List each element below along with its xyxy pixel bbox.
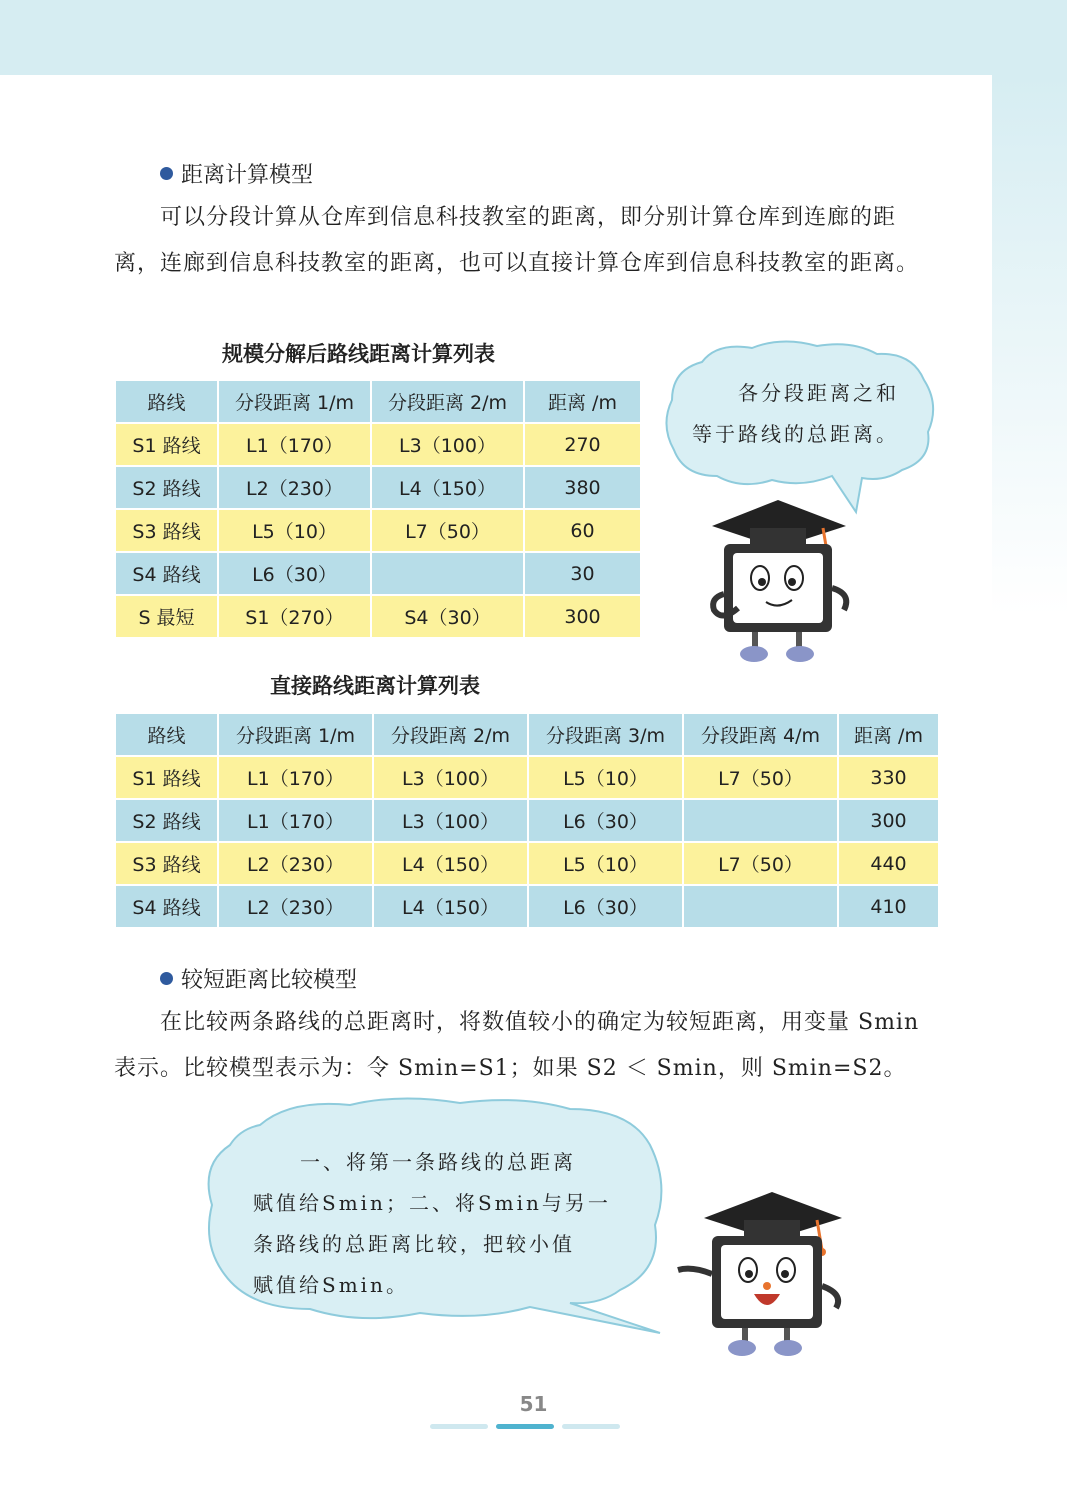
table-cell: S2 路线	[115, 466, 218, 509]
column-header: 分段距离 2/m	[371, 380, 524, 423]
table-cell: S4 路线	[115, 552, 218, 595]
table-cell: S3 路线	[115, 509, 218, 552]
table-cell: L5（10）	[528, 842, 683, 885]
bubble2-line4: 赋值给Smin。	[253, 1273, 409, 1297]
empty-diagonal-cell	[683, 799, 838, 842]
table-cell: 30	[524, 552, 641, 595]
bullet-icon	[160, 972, 173, 985]
section-heading-compare-model: 较短距离比较模型	[160, 963, 357, 994]
section-paragraph-distance: 可以分段计算从仓库到信息科技教室的距离，即分别计算仓库到连廊的距离，连廊到信息科技教室的距离，也可以直接计算仓库到信息科技教室的距离。	[114, 205, 920, 276]
table-row	[115, 799, 939, 842]
table-cell: L1（170）	[218, 799, 373, 842]
column-header: 距离 /m	[838, 713, 939, 756]
table-row	[115, 842, 939, 885]
pager-bar-center	[496, 1424, 554, 1429]
table-cell: 410	[838, 885, 939, 928]
table-cell: L4（150）	[373, 842, 528, 885]
mascot-monitor-graduate-icon	[708, 498, 858, 668]
table-header-row	[115, 380, 641, 423]
table2-title: 直接路线距离计算列表	[270, 674, 480, 698]
column-header: 分段距离 2/m	[373, 713, 528, 756]
table-cell: L7（50）	[371, 509, 524, 552]
table-cell: L5（10）	[528, 756, 683, 799]
table-cell: L3（100）	[373, 756, 528, 799]
table-cell: L1（170）	[218, 423, 371, 466]
table-row	[115, 509, 641, 552]
table-cell: S2 路线	[115, 799, 218, 842]
column-header: 分段距离 4/m	[683, 713, 838, 756]
table-cell: S1（270）	[218, 595, 371, 638]
table1-title: 规模分解后路线距离计算列表	[222, 342, 495, 366]
table-cell: 60	[524, 509, 641, 552]
table-cell: S4 路线	[115, 885, 218, 928]
table-cell: L2（230）	[218, 466, 371, 509]
column-header: 分段距离 3/m	[528, 713, 683, 756]
column-header: 路线	[115, 380, 218, 423]
table-cell: 440	[838, 842, 939, 885]
bubble1-line2: 等于路线的总距离。	[692, 422, 899, 446]
pager-bar-left	[430, 1424, 488, 1429]
table-cell: 300	[524, 595, 641, 638]
table-cell: L4（150）	[371, 466, 524, 509]
route-distance-table-direct	[114, 712, 940, 929]
pager-bar-right	[562, 1424, 620, 1429]
table-cell: L6（30）	[528, 885, 683, 928]
empty-diagonal-cell	[683, 885, 838, 928]
table-cell: 300	[838, 799, 939, 842]
bullet-icon	[160, 167, 173, 180]
table-cell: L2（230）	[218, 885, 373, 928]
table-cell: S1 路线	[115, 756, 218, 799]
table-row	[115, 466, 641, 509]
table-cell: L3（100）	[373, 799, 528, 842]
table-row	[115, 756, 939, 799]
column-header: 距离 /m	[524, 380, 641, 423]
bubble1-line1: 各分段距离之和	[738, 381, 899, 405]
table-row	[115, 552, 641, 595]
table-cell: L4（150）	[373, 885, 528, 928]
table-cell: L7（50）	[683, 756, 838, 799]
table-cell: 380	[524, 466, 641, 509]
bubble2-line2: 赋值给Smin；二、将Smin与另一	[253, 1191, 611, 1215]
column-header: 路线	[115, 713, 218, 756]
bubble2-line3: 条路线的总距离比较，把较小值	[253, 1232, 575, 1256]
bubble2-line1: 一、将第一条路线的总距离	[300, 1150, 576, 1174]
table-cell: 330	[838, 756, 939, 799]
table-cell: L2（230）	[218, 842, 373, 885]
table-cell: S4（30）	[371, 595, 524, 638]
table-cell: L5（10）	[218, 509, 371, 552]
table-cell: L7（50）	[683, 842, 838, 885]
empty-diagonal-cell	[371, 552, 524, 595]
table-cell: S1 路线	[115, 423, 218, 466]
section-heading-distance-model: 距离计算模型	[160, 158, 313, 189]
route-distance-table-decomposed	[114, 379, 642, 639]
table-cell: 270	[524, 423, 641, 466]
table-cell: L1（170）	[218, 756, 373, 799]
table-cell: S3 路线	[115, 842, 218, 885]
table-cell: L6（30）	[528, 799, 683, 842]
section-paragraph-compare: 在比较两条路线的总距离时，将数值较小的确定为较短距离，用变量 Smin 表示。比较模型表示为：令 Smin=S1；如果 S2 ＜ Smin，则 Smin=S2。	[114, 1010, 920, 1081]
table-row	[115, 423, 641, 466]
table-row	[115, 595, 641, 638]
table-cell: S 最短	[115, 595, 218, 638]
top-decor-band	[0, 0, 1067, 75]
column-header: 分段距离 1/m	[218, 713, 373, 756]
table-header-row	[115, 713, 939, 756]
table-row	[115, 885, 939, 928]
page-number: 51	[519, 1392, 548, 1416]
side-decor-band	[992, 75, 1067, 615]
table-cell: L6（30）	[218, 552, 371, 595]
table-cell: L3（100）	[371, 423, 524, 466]
column-header: 分段距离 1/m	[218, 380, 371, 423]
mascot-monitor-pointing-icon	[672, 1190, 852, 1362]
